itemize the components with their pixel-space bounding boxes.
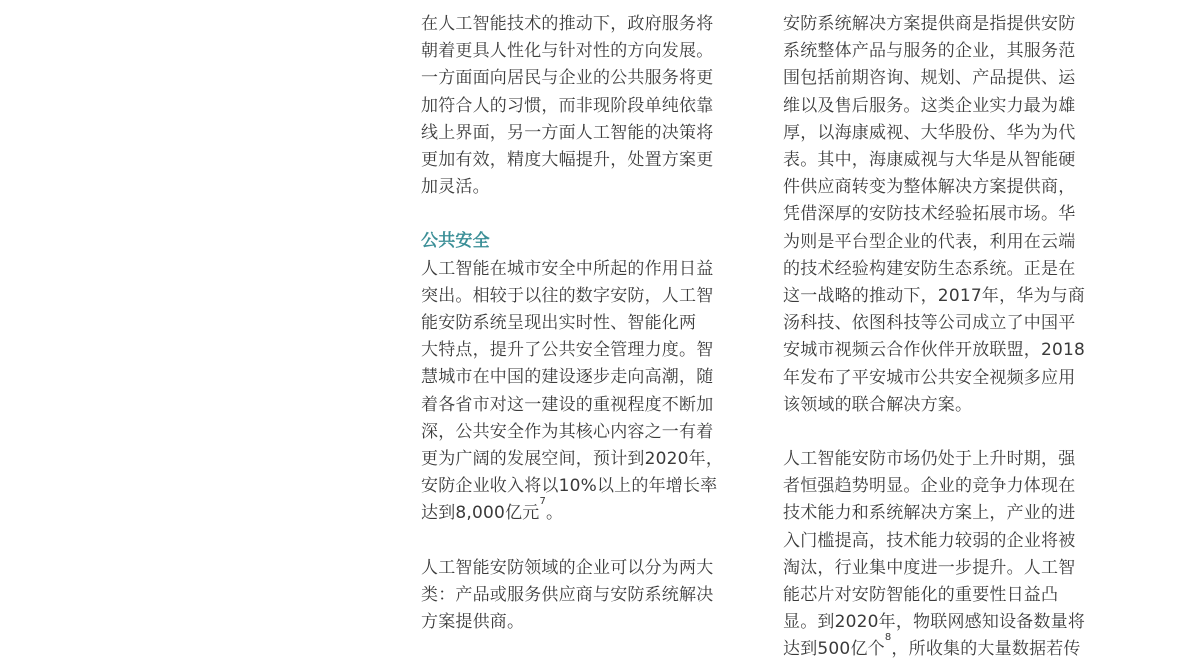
- text-segment: 。: [546, 503, 564, 524]
- footnote-marker[interactable]: 8: [884, 632, 892, 644]
- market-paragraph: [783, 446, 1118, 664]
- text-segment: 达到500亿个: [783, 639, 885, 660]
- text-line: 为则是平台型企业的代表，利用在云端: [783, 231, 1076, 252]
- text-line: 围包括前期咨询、规划、产品提供、运: [783, 68, 1076, 89]
- text-line: 加符合人的习惯，而非现阶段单纯依靠: [421, 95, 714, 116]
- text-line: 汤科技、依图科技等公司成立了中国平: [783, 313, 1076, 334]
- text-line: 大特点，提升了公共安全管理力度。智: [421, 340, 714, 361]
- text-line: 凭借深厚的安防技术经验拓展市场。华: [783, 204, 1076, 225]
- text-line: 深，公共安全作为其核心内容之一有着: [421, 421, 714, 442]
- text-line: 能芯片对安防智能化的重要性日益凸: [783, 585, 1059, 606]
- text-line: 更加有效，精度大幅提升，处置方案更: [421, 150, 714, 171]
- text-line: 表。其中，海康威视与大华是从智能硬: [783, 150, 1076, 171]
- text-line: 更为广阔的发展空间，预计到2020年，: [421, 449, 724, 470]
- paragraph-gap: [421, 201, 751, 228]
- text-line: 维以及售后服务。这类企业实力最为雄: [783, 95, 1076, 116]
- text-line: 慧城市在中国的建设逐步走向高潮，随: [421, 367, 714, 388]
- text-line: 的技术经验构建安防生态系统。正是在: [783, 258, 1076, 279]
- left-column: [421, 11, 751, 636]
- text-line: 能安防系统呈现出实时性、智能化两: [421, 313, 697, 334]
- text-line: 突出。相较于以往的数字安防，人工智: [421, 285, 714, 306]
- footnote-marker[interactable]: 7: [539, 496, 547, 508]
- text-line: 淘汰，行业集中度进一步提升。人工智: [783, 557, 1076, 578]
- text-line: 系统整体产品与服务的企业，其服务范: [783, 41, 1076, 62]
- text-line: 人工智能安防领域的企业可以分为两大: [421, 557, 714, 578]
- paragraph-gap: [421, 528, 751, 555]
- text-segment: ，所收集的大量数据若传: [891, 639, 1081, 660]
- text-line: 安防系统解决方案提供商是指提供安防: [783, 14, 1076, 34]
- text-line: 人工智能安防市场仍处于上升时期，强: [783, 449, 1076, 470]
- paragraph-gap: [783, 419, 1118, 446]
- text-line: [421, 496, 751, 527]
- text-segment: 达到8,000亿元: [421, 503, 540, 524]
- text-line: 安防企业收入将以10%以上的年增长率: [421, 476, 718, 497]
- text-line: 这一战略的推动下，2017年，华为与商: [783, 286, 1086, 307]
- intro-paragraph: [421, 11, 751, 201]
- right-column: [783, 11, 1118, 664]
- classify-paragraph: [421, 555, 751, 637]
- solution-paragraph: [783, 11, 1118, 419]
- text-line: 入门槛提高，技术能力较弱的企业将被: [783, 530, 1076, 551]
- text-line: 加灵活。: [421, 177, 490, 198]
- text-line: 者恒强趋势明显。企业的竞争力体现在: [783, 476, 1076, 497]
- text-line: 年发布了平安城市公共安全视频多应用: [783, 367, 1076, 388]
- text-line: 一方面面向居民与企业的公共服务将更: [421, 68, 714, 89]
- section-heading: 公共安全: [421, 231, 490, 252]
- text-line: [783, 632, 1118, 663]
- text-line: 类：产品或服务供应商与安防系统解决: [421, 584, 714, 605]
- text-line: 该领域的联合解决方案。: [783, 394, 973, 415]
- text-line: 朝着更具人性化与针对性的方向发展。: [421, 41, 714, 62]
- text-line: 件供应商转变为整体解决方案提供商，: [783, 177, 1076, 198]
- text-line: 显。到2020年，物联网感知设备数量将: [783, 612, 1086, 633]
- text-line: 安城市视频云合作伙伴开放联盟，2018: [783, 340, 1086, 361]
- text-line: 技术能力和系统解决方案上，产业的进: [783, 503, 1076, 524]
- text-line: 厚，以海康威视、大华股份、华为为代: [783, 122, 1076, 143]
- text-line: 着各省市对这一建设的重视程度不断加: [421, 394, 714, 415]
- text-line: 人工智能在城市安全中所起的作用日益: [421, 258, 714, 279]
- text-line: 在人工智能技术的推动下，政府服务将: [421, 14, 714, 34]
- text-line: 线上界面，另一方面人工智能的决策将: [421, 122, 714, 143]
- security-paragraph: [421, 256, 751, 528]
- text-line: 方案提供商。: [421, 612, 525, 633]
